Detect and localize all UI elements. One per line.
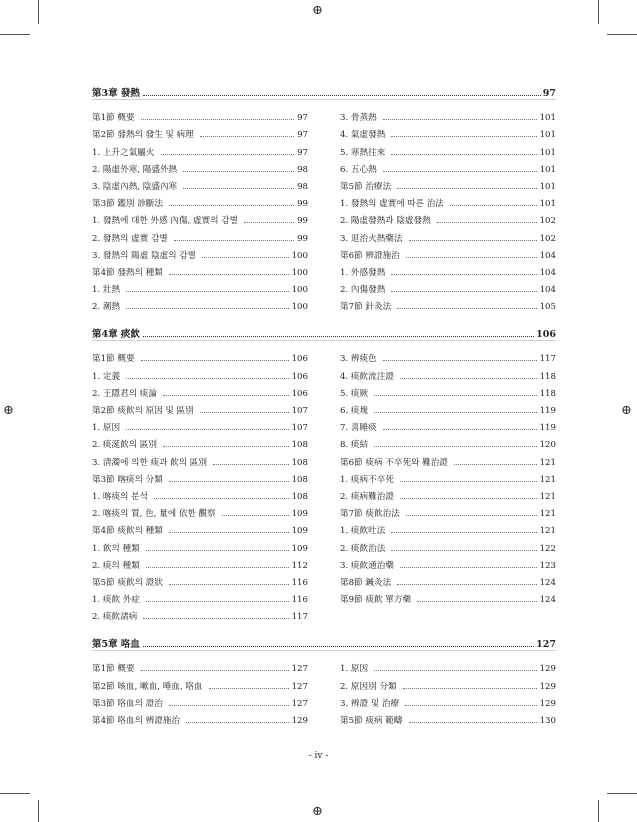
entry-label: 3. 淸濁에 의한 痰과 飮의 區別 [92, 457, 207, 468]
crop-mark [38, 800, 39, 822]
entry-label: 2. 痰의 種類 [92, 560, 140, 571]
entry-page: 108 [291, 491, 308, 502]
entry-page: 98 [297, 164, 308, 175]
dot-leader [383, 429, 537, 430]
dot-leader [163, 446, 289, 447]
dot-leader [391, 532, 536, 533]
entry-label: 1. 痰病不卒死 [340, 474, 394, 485]
entry-page: 121 [539, 457, 556, 468]
dot-leader [391, 291, 536, 292]
toc-entry[interactable] [340, 158, 556, 175]
chapter-columns [92, 347, 556, 622]
toc-entry[interactable] [340, 485, 556, 502]
entry-label: 1. 飮의 種類 [92, 543, 140, 554]
toc-entry[interactable] [340, 106, 556, 123]
dot-leader [169, 481, 289, 482]
dot-leader [183, 188, 294, 189]
entry-page: 100 [291, 302, 308, 313]
entry-page: 101 [539, 181, 556, 192]
toc-entry[interactable] [92, 554, 308, 571]
toc-entry[interactable] [340, 226, 556, 243]
toc-entry[interactable] [92, 123, 308, 140]
entry-label: 4. 痰飮流注證 [340, 371, 394, 382]
entry-label: 第7節 針灸法 [340, 302, 392, 313]
entry-page: 98 [297, 181, 308, 192]
crop-mark [0, 793, 30, 794]
entry-label: 7. 喜睡痰 [340, 423, 377, 434]
entry-page: 119 [539, 423, 556, 434]
entry-page: 106 [291, 354, 308, 365]
chapter-title: 第4章 痰飮 [92, 329, 140, 341]
chapter-heading[interactable] [92, 79, 556, 100]
toc-entry[interactable] [92, 416, 308, 433]
entry-label: 第2節 痰飮의 原因 및 區別 [92, 406, 194, 416]
toc-entry[interactable] [92, 433, 308, 450]
entry-label: 2. 王隱君의 痰論 [92, 388, 157, 399]
toc-entry[interactable] [92, 278, 308, 295]
dot-leader [169, 584, 289, 585]
toc-entry[interactable] [92, 209, 308, 226]
toc-entry[interactable] [340, 502, 556, 519]
dot-leader [437, 222, 537, 223]
dot-leader [154, 498, 289, 499]
entry-label: 2. 陽虛外寒, 陽盛外熱 [92, 164, 178, 175]
left-column [92, 106, 308, 312]
dot-leader [397, 308, 536, 309]
entry-page: 100 [291, 267, 308, 278]
entry-label: 1. 喀痰의 분석 [92, 491, 148, 502]
toc-entry[interactable] [340, 347, 556, 364]
crop-mark [598, 800, 599, 822]
registration-mark-bottom: ⊕ [312, 804, 323, 819]
entry-label: 2. 潮熱 [92, 302, 121, 313]
dot-leader [169, 532, 289, 533]
entry-label: 第2節 咳血, 嗽血, 唾血, 咯血 [92, 681, 203, 692]
entry-page: 100 [291, 285, 308, 296]
dot-leader [397, 188, 536, 189]
dot-leader [406, 515, 537, 516]
entry-page: 104 [539, 250, 556, 261]
entry-page: 127 [291, 698, 308, 709]
entry-page: 118 [539, 371, 556, 382]
entry-page: 109 [291, 543, 308, 554]
toc-entry[interactable] [340, 278, 556, 295]
entry-label: 第5節 痰飮의 證狀 [92, 577, 163, 588]
entry-label: 2. 痰病難治證 [340, 491, 394, 502]
toc-entry[interactable] [92, 605, 308, 622]
dot-leader [222, 515, 289, 516]
dot-leader [397, 584, 536, 585]
entry-page: 108 [291, 474, 308, 485]
entry-page: 104 [539, 267, 556, 278]
toc-entry[interactable] [340, 416, 556, 433]
entry-label: 第1節 概要 [92, 113, 135, 124]
dot-leader [169, 205, 294, 206]
right-column [340, 106, 556, 312]
entry-label: 第3節 鑑別 診斷法 [92, 199, 164, 210]
entry-page: 116 [291, 595, 308, 606]
entry-label: 5. 痰厥 [340, 388, 369, 399]
dot-leader [200, 136, 294, 137]
toc-entry[interactable] [92, 261, 308, 278]
entry-label: 第5節 痰病 範疇 [340, 716, 403, 726]
crop-mark [607, 34, 637, 35]
toc-entry[interactable] [92, 140, 308, 157]
dot-leader [406, 257, 537, 258]
entry-label: 2. 發熱의 虛實 감별 [92, 233, 168, 244]
toc-entry[interactable] [340, 244, 556, 261]
entry-label: 2. 痰飮諸病 [92, 612, 138, 623]
entry-label: 第5節 治療法 [340, 181, 392, 192]
entry-label: 4. 氣虛發熱 [340, 130, 386, 141]
toc-entry[interactable] [340, 140, 556, 157]
toc-entry[interactable] [92, 106, 308, 123]
toc-entry[interactable] [92, 158, 308, 175]
toc-entry[interactable] [92, 571, 308, 588]
toc-entry[interactable] [92, 519, 308, 536]
entry-label: 第4節 痰飮의 種類 [92, 526, 163, 537]
entry-page: 101 [539, 164, 556, 175]
dot-leader [400, 567, 537, 568]
entry-page: 124 [539, 577, 556, 588]
crop-mark [38, 0, 39, 24]
toc-entry[interactable] [340, 692, 556, 709]
dot-leader [383, 171, 537, 172]
dot-leader [391, 274, 536, 275]
entry-label: 第3節 咯血의 證治 [92, 698, 163, 709]
page-number: - iv - [308, 751, 329, 761]
dot-leader [450, 205, 537, 206]
toc-entry[interactable] [340, 468, 556, 485]
entry-page: 118 [539, 388, 556, 399]
entry-label: 第9節 痰飮 單方藥 [340, 595, 412, 606]
entry-label: 第2節 發熱의 發生 및 病理 [92, 130, 194, 141]
dot-leader [405, 705, 537, 706]
entry-page: 101 [539, 199, 556, 210]
dot-leader [146, 601, 289, 602]
entry-label: 1. 外感發熱 [340, 267, 386, 278]
entry-label: 6. 痰塊 [340, 406, 369, 416]
dot-leader [202, 257, 289, 258]
registration-mark-top: ⊕ [312, 3, 323, 18]
entry-page: 121 [539, 509, 556, 520]
crop-mark [598, 0, 599, 24]
entry-page: 121 [539, 474, 556, 485]
toc-entry[interactable] [92, 192, 308, 209]
entry-page: 107 [291, 406, 308, 416]
registration-mark-right: ⊕ [621, 403, 632, 418]
entry-page: 100 [291, 250, 308, 261]
entry-page: 104 [539, 285, 556, 296]
entry-label: 2. 原因別 分類 [340, 681, 397, 692]
toc-entry[interactable] [92, 485, 308, 502]
entry-page: 127 [291, 664, 308, 675]
entry-label: 1. 定義 [92, 371, 121, 382]
entry-label: 8. 痰結 [340, 440, 369, 451]
toc-entry[interactable] [92, 502, 308, 519]
toc-entry[interactable] [340, 382, 556, 399]
entry-page: 109 [291, 509, 308, 520]
entry-page: 97 [297, 113, 308, 124]
entry-page: 127 [291, 681, 308, 692]
entry-label: 1. 原因 [92, 423, 121, 434]
dot-leader [126, 378, 288, 379]
dot-leader [400, 378, 537, 379]
entry-label: 2. 喀痰의 質, 色, 量에 依한 觀察 [92, 509, 216, 520]
entry-label: 第3節 喀痰의 分類 [92, 474, 163, 485]
dot-leader [400, 481, 537, 482]
toc-entry[interactable] [340, 192, 556, 209]
entry-label: 第8節 鍼灸法 [340, 577, 392, 588]
entry-page: 106 [291, 371, 308, 382]
dot-leader [146, 550, 289, 551]
toc-entry[interactable] [340, 588, 556, 605]
entry-label: 3. 陰虛內熱, 陰盛內寒 [92, 181, 178, 192]
toc-entry[interactable] [92, 657, 308, 674]
dot-leader [374, 395, 536, 396]
dot-leader [143, 618, 288, 619]
toc-entry[interactable] [340, 657, 556, 674]
chapter-title: 第5章 咯血 [92, 639, 140, 651]
entry-label: 1. 發熱에 대한 外感 內傷, 虛實의 감별 [92, 216, 238, 227]
entry-page: 105 [539, 302, 556, 313]
entry-label: 第6節 辨證施治 [340, 250, 400, 261]
toc-entry[interactable] [340, 536, 556, 553]
entry-label: 1. 痰飮 外症 [92, 595, 141, 606]
dot-leader [454, 464, 537, 465]
dot-leader [244, 222, 294, 223]
toc-entry[interactable] [340, 295, 556, 312]
chapter-columns [92, 657, 556, 726]
dot-leader [126, 429, 288, 430]
toc-entry[interactable] [92, 364, 308, 381]
toc-entry[interactable] [92, 399, 308, 416]
dot-leader [213, 464, 289, 465]
entry-label: 第6節 痰病 不卒死와 難治證 [340, 457, 448, 468]
entry-label: 第4節 發熱의 種類 [92, 267, 163, 278]
toc-entry[interactable] [92, 709, 308, 726]
entry-label: 第4節 咯血의 辨證施治 [92, 716, 180, 726]
dot-leader [391, 136, 536, 137]
entry-page: 99 [297, 199, 308, 210]
toc-entry[interactable] [92, 588, 308, 605]
dot-leader [391, 154, 536, 155]
entry-page: 120 [539, 440, 556, 451]
dot-leader [417, 601, 537, 602]
toc-entry[interactable] [92, 536, 308, 553]
entry-label: 2. 痰涎飮의 區別 [92, 440, 157, 451]
entry-page: 123 [539, 560, 556, 571]
toc-entry[interactable] [92, 468, 308, 485]
entry-label: 3. 辨痰色 [340, 354, 377, 365]
entry-label: 第1節 概要 [92, 354, 135, 365]
toc-entry[interactable] [340, 571, 556, 588]
entry-label: 3. 發熱의 陽虛 陰虛의 감별 [92, 250, 196, 261]
entry-page: 117 [539, 354, 556, 365]
entry-label: 1. 上升之氣屬火 [92, 147, 155, 158]
dot-leader [143, 336, 534, 337]
dot-leader [141, 360, 289, 361]
dot-leader [169, 705, 289, 706]
right-column [340, 347, 556, 622]
entry-page: 106 [291, 388, 308, 399]
toc-entry[interactable] [340, 364, 556, 381]
dot-leader [143, 646, 534, 647]
toc-entry[interactable] [92, 674, 308, 691]
chapter-page: 127 [536, 639, 556, 651]
entry-page: 101 [539, 113, 556, 124]
toc-entry[interactable] [340, 261, 556, 278]
dot-leader [374, 412, 536, 413]
entry-page: 107 [291, 423, 308, 434]
entry-label: 3. 痰飮通治藥 [340, 560, 394, 571]
dot-leader [400, 498, 537, 499]
dot-leader [186, 722, 289, 723]
dot-leader [409, 722, 537, 723]
dot-leader [383, 119, 537, 120]
toc-entry[interactable] [92, 450, 308, 467]
toc-entry[interactable] [92, 692, 308, 709]
entry-label: 2. 內傷發熱 [340, 285, 386, 296]
entry-page: 101 [539, 130, 556, 141]
chapter-title: 第3章 發熱 [92, 88, 140, 99]
entry-page: 108 [291, 440, 308, 451]
toc-entry[interactable] [92, 244, 308, 261]
dot-leader [200, 412, 289, 413]
entry-page: 102 [539, 233, 556, 244]
chapter-columns [92, 106, 556, 312]
entry-page: 99 [297, 233, 308, 244]
toc-entry[interactable] [340, 209, 556, 226]
entry-label: 5. 寒熱往來 [340, 147, 386, 158]
entry-page: 112 [291, 560, 308, 571]
chapter-heading[interactable] [92, 320, 556, 341]
toc-entry[interactable] [340, 674, 556, 691]
dot-leader [126, 308, 288, 309]
entry-page: 129 [539, 698, 556, 709]
dot-leader [141, 119, 294, 120]
entry-page: 102 [539, 216, 556, 227]
entry-label: 3. 骨蒸熱 [340, 113, 377, 124]
dot-leader [141, 670, 289, 671]
left-column [92, 347, 308, 622]
entry-page: 130 [539, 716, 556, 726]
dot-leader [374, 670, 536, 671]
toc-entry[interactable] [340, 175, 556, 192]
toc-entry[interactable] [340, 123, 556, 140]
entry-page: 97 [297, 130, 308, 141]
dot-leader [174, 240, 294, 241]
entry-page: 97 [297, 147, 308, 158]
toc-entry[interactable] [340, 519, 556, 536]
entry-page: 121 [539, 491, 556, 502]
entry-page: 129 [539, 681, 556, 692]
dot-leader [169, 274, 289, 275]
chapter-heading[interactable] [92, 630, 556, 651]
dot-leader [161, 154, 295, 155]
entry-page: 117 [291, 612, 308, 623]
registration-mark-left: ⊕ [3, 403, 14, 418]
toc-entry[interactable] [340, 709, 556, 726]
entry-label: 1. 原因 [340, 664, 369, 675]
chapter-page: 97 [542, 88, 556, 99]
entry-page: 129 [291, 716, 308, 726]
toc-entry[interactable] [340, 433, 556, 450]
toc-entry[interactable] [340, 399, 556, 416]
entry-label: 3. 退治火熱藥法 [340, 233, 403, 244]
toc-entry[interactable] [92, 226, 308, 243]
dot-leader [163, 395, 289, 396]
crop-mark [0, 34, 30, 35]
entry-label: 2. 痰飮治法 [340, 543, 386, 554]
entry-page: 101 [539, 147, 556, 158]
entry-page: 109 [291, 526, 308, 537]
dot-leader [209, 688, 289, 689]
entry-label: 第1節 概要 [92, 664, 135, 675]
entry-page: 121 [539, 526, 556, 537]
dot-leader [143, 95, 541, 96]
entry-page: 119 [539, 406, 556, 416]
dot-leader [146, 567, 289, 568]
left-column [92, 657, 308, 726]
entry-page: 129 [539, 664, 556, 675]
right-column [340, 657, 556, 726]
dot-leader [383, 360, 537, 361]
dot-leader [126, 291, 288, 292]
toc-entry[interactable] [92, 382, 308, 399]
entry-label: 6. 五心熱 [340, 164, 377, 175]
toc-entry[interactable] [92, 347, 308, 364]
toc-entry[interactable] [92, 175, 308, 192]
dot-leader [183, 171, 294, 172]
entry-label: 1. 痰飮吐法 [340, 526, 386, 537]
toc-entry[interactable] [340, 450, 556, 467]
entry-label: 1. 壯熱 [92, 285, 121, 296]
entry-label: 第7節 痰飮治法 [340, 509, 400, 520]
entry-label: 3. 辨證 및 治療 [340, 698, 400, 709]
toc-entry[interactable] [340, 554, 556, 571]
toc-entry[interactable] [92, 295, 308, 312]
dot-leader [391, 550, 536, 551]
table-of-contents [92, 79, 556, 734]
dot-leader [374, 446, 536, 447]
entry-page: 124 [539, 595, 556, 606]
dot-leader [409, 240, 537, 241]
entry-page: 108 [291, 457, 308, 468]
entry-label: 1. 發熱의 虛實에 따른 治法 [340, 199, 444, 210]
chapter-page: 106 [536, 329, 556, 341]
entry-page: 99 [297, 216, 308, 227]
dot-leader [403, 688, 537, 689]
crop-mark [607, 793, 637, 794]
entry-label: 2. 陽虛發熱과 陰虛發熱 [340, 216, 431, 227]
entry-page: 116 [291, 577, 308, 588]
entry-page: 122 [539, 543, 556, 554]
